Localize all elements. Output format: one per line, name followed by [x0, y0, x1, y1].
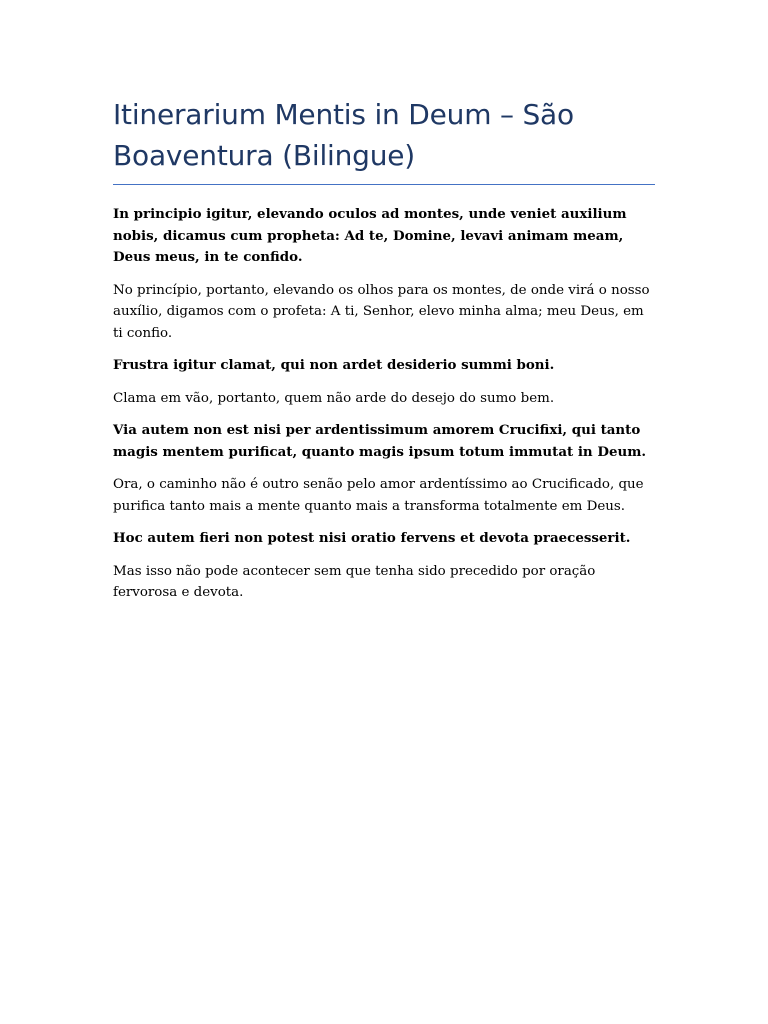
portuguese-paragraph: Clama em vão, portanto, quem não arde do desejo do sumo bem. [113, 390, 555, 406]
latin-paragraph: Frustra igitur clamat, qui non ardet desiderio summi boni. [113, 357, 555, 373]
latin-paragraph: In principio igitur, elevando oculos ad montes, unde veniet auxilium nobis, dicamus cum propheta: Ad te, Domine, levavi animam meam, Deus meus, in te confido. [113, 206, 627, 265]
portuguese-paragraph: Mas isso não pode acontecer sem que tenha sido precedido por oração fervorosa e devota. [113, 563, 596, 600]
document-content [113, 94, 655, 604]
latin-paragraph: Hoc autem fieri non potest nisi oratio fervens et devota praecesserit. [113, 530, 631, 546]
portuguese-paragraph: No princípio, portanto, elevando os olhos para os montes, de onde virá o nosso auxílio, digamos com o profeta: A ti, Senhor, elevo minha alma; meu Deus, em ti confio. [113, 282, 650, 341]
latin-paragraph: Via autem non est nisi per ardentissimum amorem Crucifixi, qui tanto magis mentem purificat, quanto magis ipsum totum immutat in Deum. [113, 422, 647, 460]
portuguese-paragraph: Ora, o caminho não é outro senão pelo amor ardentíssimo ao Crucificado, que purifica tanto mais a mente quanto mais a transforma totalmente em Deus. [113, 477, 644, 514]
document-title: Itinerarium Mentis in Deum – São Boaventura (Bilingue) [113, 94, 655, 185]
paragraph-list [113, 204, 655, 604]
